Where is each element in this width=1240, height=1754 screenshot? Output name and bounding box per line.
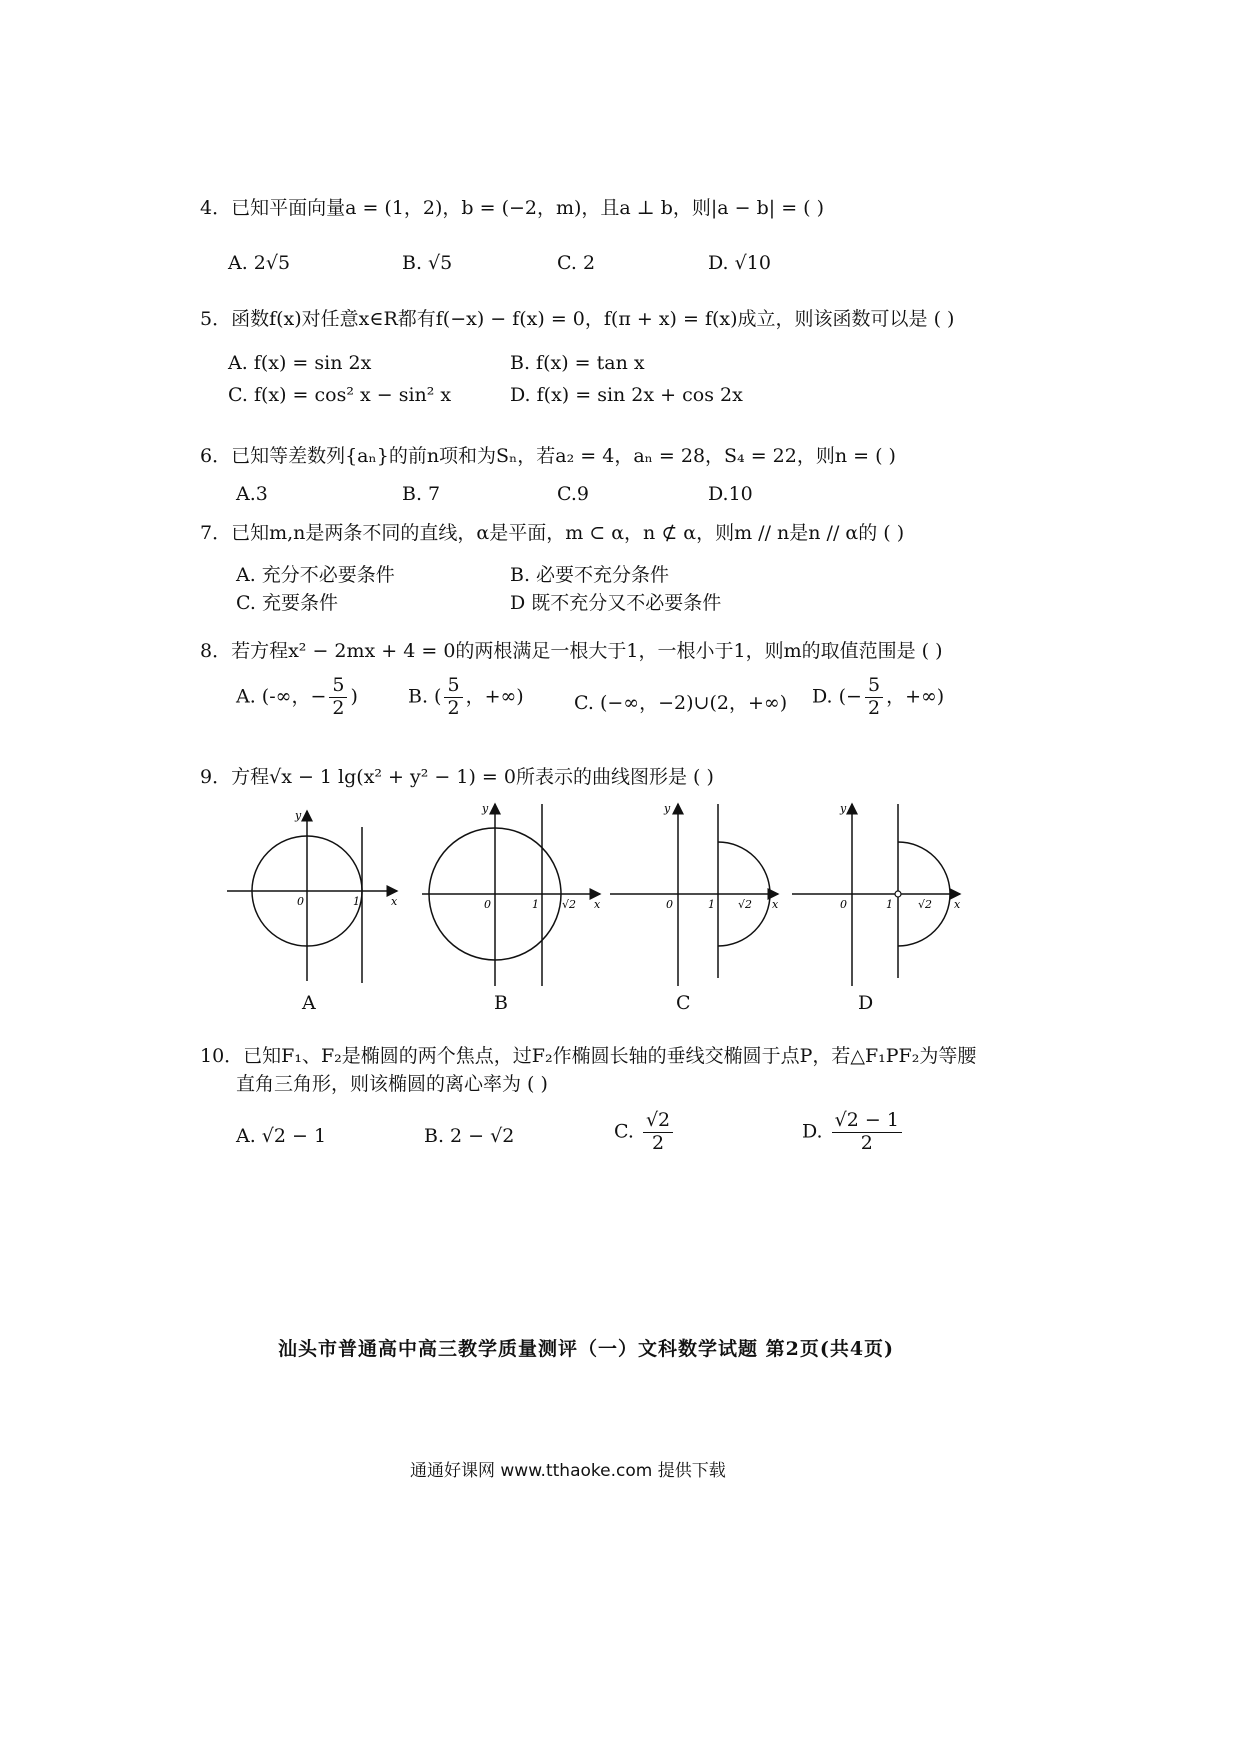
q7-option-b: B. 必要不充分条件: [510, 564, 670, 586]
q8-option-c: C. (−∞，−2)∪(2，+∞): [574, 692, 788, 714]
graph-b-label: B: [494, 992, 508, 1014]
q8-option-d: [812, 675, 944, 720]
fraction: [832, 1110, 902, 1155]
sqrt2-label: √2: [918, 898, 933, 911]
x-label: x: [391, 895, 398, 908]
origin-label: 0: [840, 898, 847, 911]
origin-label: 0: [484, 898, 491, 911]
numerator: √2 − 1: [832, 1110, 902, 1133]
q8-option-b-prefix: B. (: [408, 685, 442, 708]
x-label: x: [594, 898, 601, 911]
q5-option-d: D. f(x) = sin 2x + cos 2x: [510, 384, 743, 406]
graph-c-label: C: [676, 992, 691, 1014]
q8-option-d-prefix: D. (−: [812, 685, 862, 708]
denominator: 2: [332, 696, 345, 719]
q7-option-c: C. 充要条件: [236, 592, 338, 614]
page-footer: 汕头市普通高中高三教学质量测评（一）文科数学试题 第2页(共4页): [278, 1338, 895, 1360]
q8-stem: 8．若方程x² − 2mx + 4 = 0的两根满足一根大于1，一根小于1，则m的取值范围是 ( ): [200, 640, 943, 662]
x-label: x: [954, 898, 961, 911]
fraction: [865, 675, 883, 720]
graph-d-label: D: [858, 992, 874, 1014]
sqrt2-label: √2: [562, 898, 577, 911]
q10-stem-line1: 10．已知F₁、F₂是椭圆的两个焦点，过F₂作椭圆长轴的垂线交椭圆于点P，若△F₁PF₂为等腰: [200, 1045, 977, 1067]
q8-option-a-suffix: ): [350, 685, 358, 708]
q6-option-b: B. 7: [402, 483, 441, 505]
numerator: 5: [444, 675, 462, 698]
y-label: y: [664, 802, 671, 815]
q7-stem: 7．已知m,n是两条不同的直线，α是平面，m ⊂ α，n ⊄ α，则m // n是n // α的 ( ): [200, 522, 905, 544]
q10-option-a: A. √2 − 1: [236, 1125, 327, 1147]
denominator: 2: [447, 696, 460, 719]
q8-option-b: [408, 675, 524, 720]
q6-option-d: D.10: [708, 483, 753, 505]
fraction: [444, 675, 462, 720]
q4-stem: 4．已知平面向量a = (1，2)，b = (−2，m)，且a ⊥ b，则|a − b| = ( ): [200, 197, 825, 219]
origin-label: 0: [297, 895, 304, 908]
q6-option-a: A.3: [236, 483, 268, 505]
q5-option-b: B. f(x) = tan x: [510, 352, 645, 374]
q10-option-d: [802, 1110, 905, 1155]
q8-option-a-prefix: A. (-∞，−: [236, 685, 327, 708]
q10-option-c-prefix: C.: [614, 1120, 634, 1143]
q5-stem: 5．函数f(x)对任意x∈R都有f(−x) − f(x) = 0，f(π + x) = f(x)成立，则该函数可以是 ( ): [200, 308, 955, 330]
q10-option-d-prefix: D.: [802, 1120, 823, 1143]
q8-option-d-suffix: ，+∞): [886, 685, 945, 708]
q4-option-d: D. √10: [708, 252, 771, 274]
denominator: 2: [860, 1131, 873, 1154]
one-label: 1: [532, 898, 539, 911]
y-label: y: [295, 809, 302, 822]
q4-option-c: C. 2: [557, 252, 596, 274]
graph-c: [608, 798, 788, 988]
q7-option-d: D 既不充分又不必要条件: [510, 592, 722, 614]
one-label: 1: [886, 898, 893, 911]
denominator: 2: [652, 1131, 665, 1154]
open-point: [895, 891, 901, 897]
y-label: y: [840, 802, 847, 815]
download-credit: 通通好课网 www.tthaoke.com 提供下载: [410, 1461, 726, 1481]
numerator: 5: [329, 675, 347, 698]
q10-option-c: [614, 1110, 676, 1155]
q6-option-c: C.9: [557, 483, 589, 505]
q5-option-c: C. f(x) = cos² x − sin² x: [228, 384, 452, 406]
q10-option-b: B. 2 − √2: [424, 1125, 515, 1147]
q8-option-a: [236, 675, 358, 720]
y-label: y: [482, 802, 489, 815]
one-label: 1: [708, 898, 715, 911]
graph-b: [420, 798, 610, 988]
graph-a-label: A: [302, 992, 316, 1014]
x-label: x: [772, 898, 779, 911]
sqrt2-label: √2: [738, 898, 753, 911]
q10-stem-line2: 直角三角形，则该椭圆的离心率为 ( ): [236, 1073, 548, 1095]
denominator: 2: [867, 696, 881, 719]
q5-option-a: A. f(x) = sin 2x: [228, 352, 372, 374]
fraction: [329, 675, 347, 720]
graph-d: [790, 798, 970, 988]
numerator: √2: [643, 1110, 673, 1133]
q7-option-a: A. 充分不必要条件: [236, 564, 395, 586]
graph-a: [225, 805, 405, 985]
fraction: [643, 1110, 673, 1155]
q4-option-b: B. √5: [402, 252, 453, 274]
q6-stem: 6．已知等差数列{aₙ}的前n项和为Sₙ，若a₂ = 4，aₙ = 28，S₄ = 22，则n = ( ): [200, 445, 896, 467]
numerator: 5: [865, 675, 883, 698]
q8-option-b-suffix: ，+∞): [465, 685, 524, 708]
one-label: 1: [353, 895, 360, 908]
origin-label: 0: [666, 898, 673, 911]
q4-option-a: A. 2√5: [228, 252, 291, 274]
q9-stem: 9．方程√x − 1 lg(x² + y² − 1) = 0所表示的曲线图形是 ( ): [200, 766, 714, 788]
